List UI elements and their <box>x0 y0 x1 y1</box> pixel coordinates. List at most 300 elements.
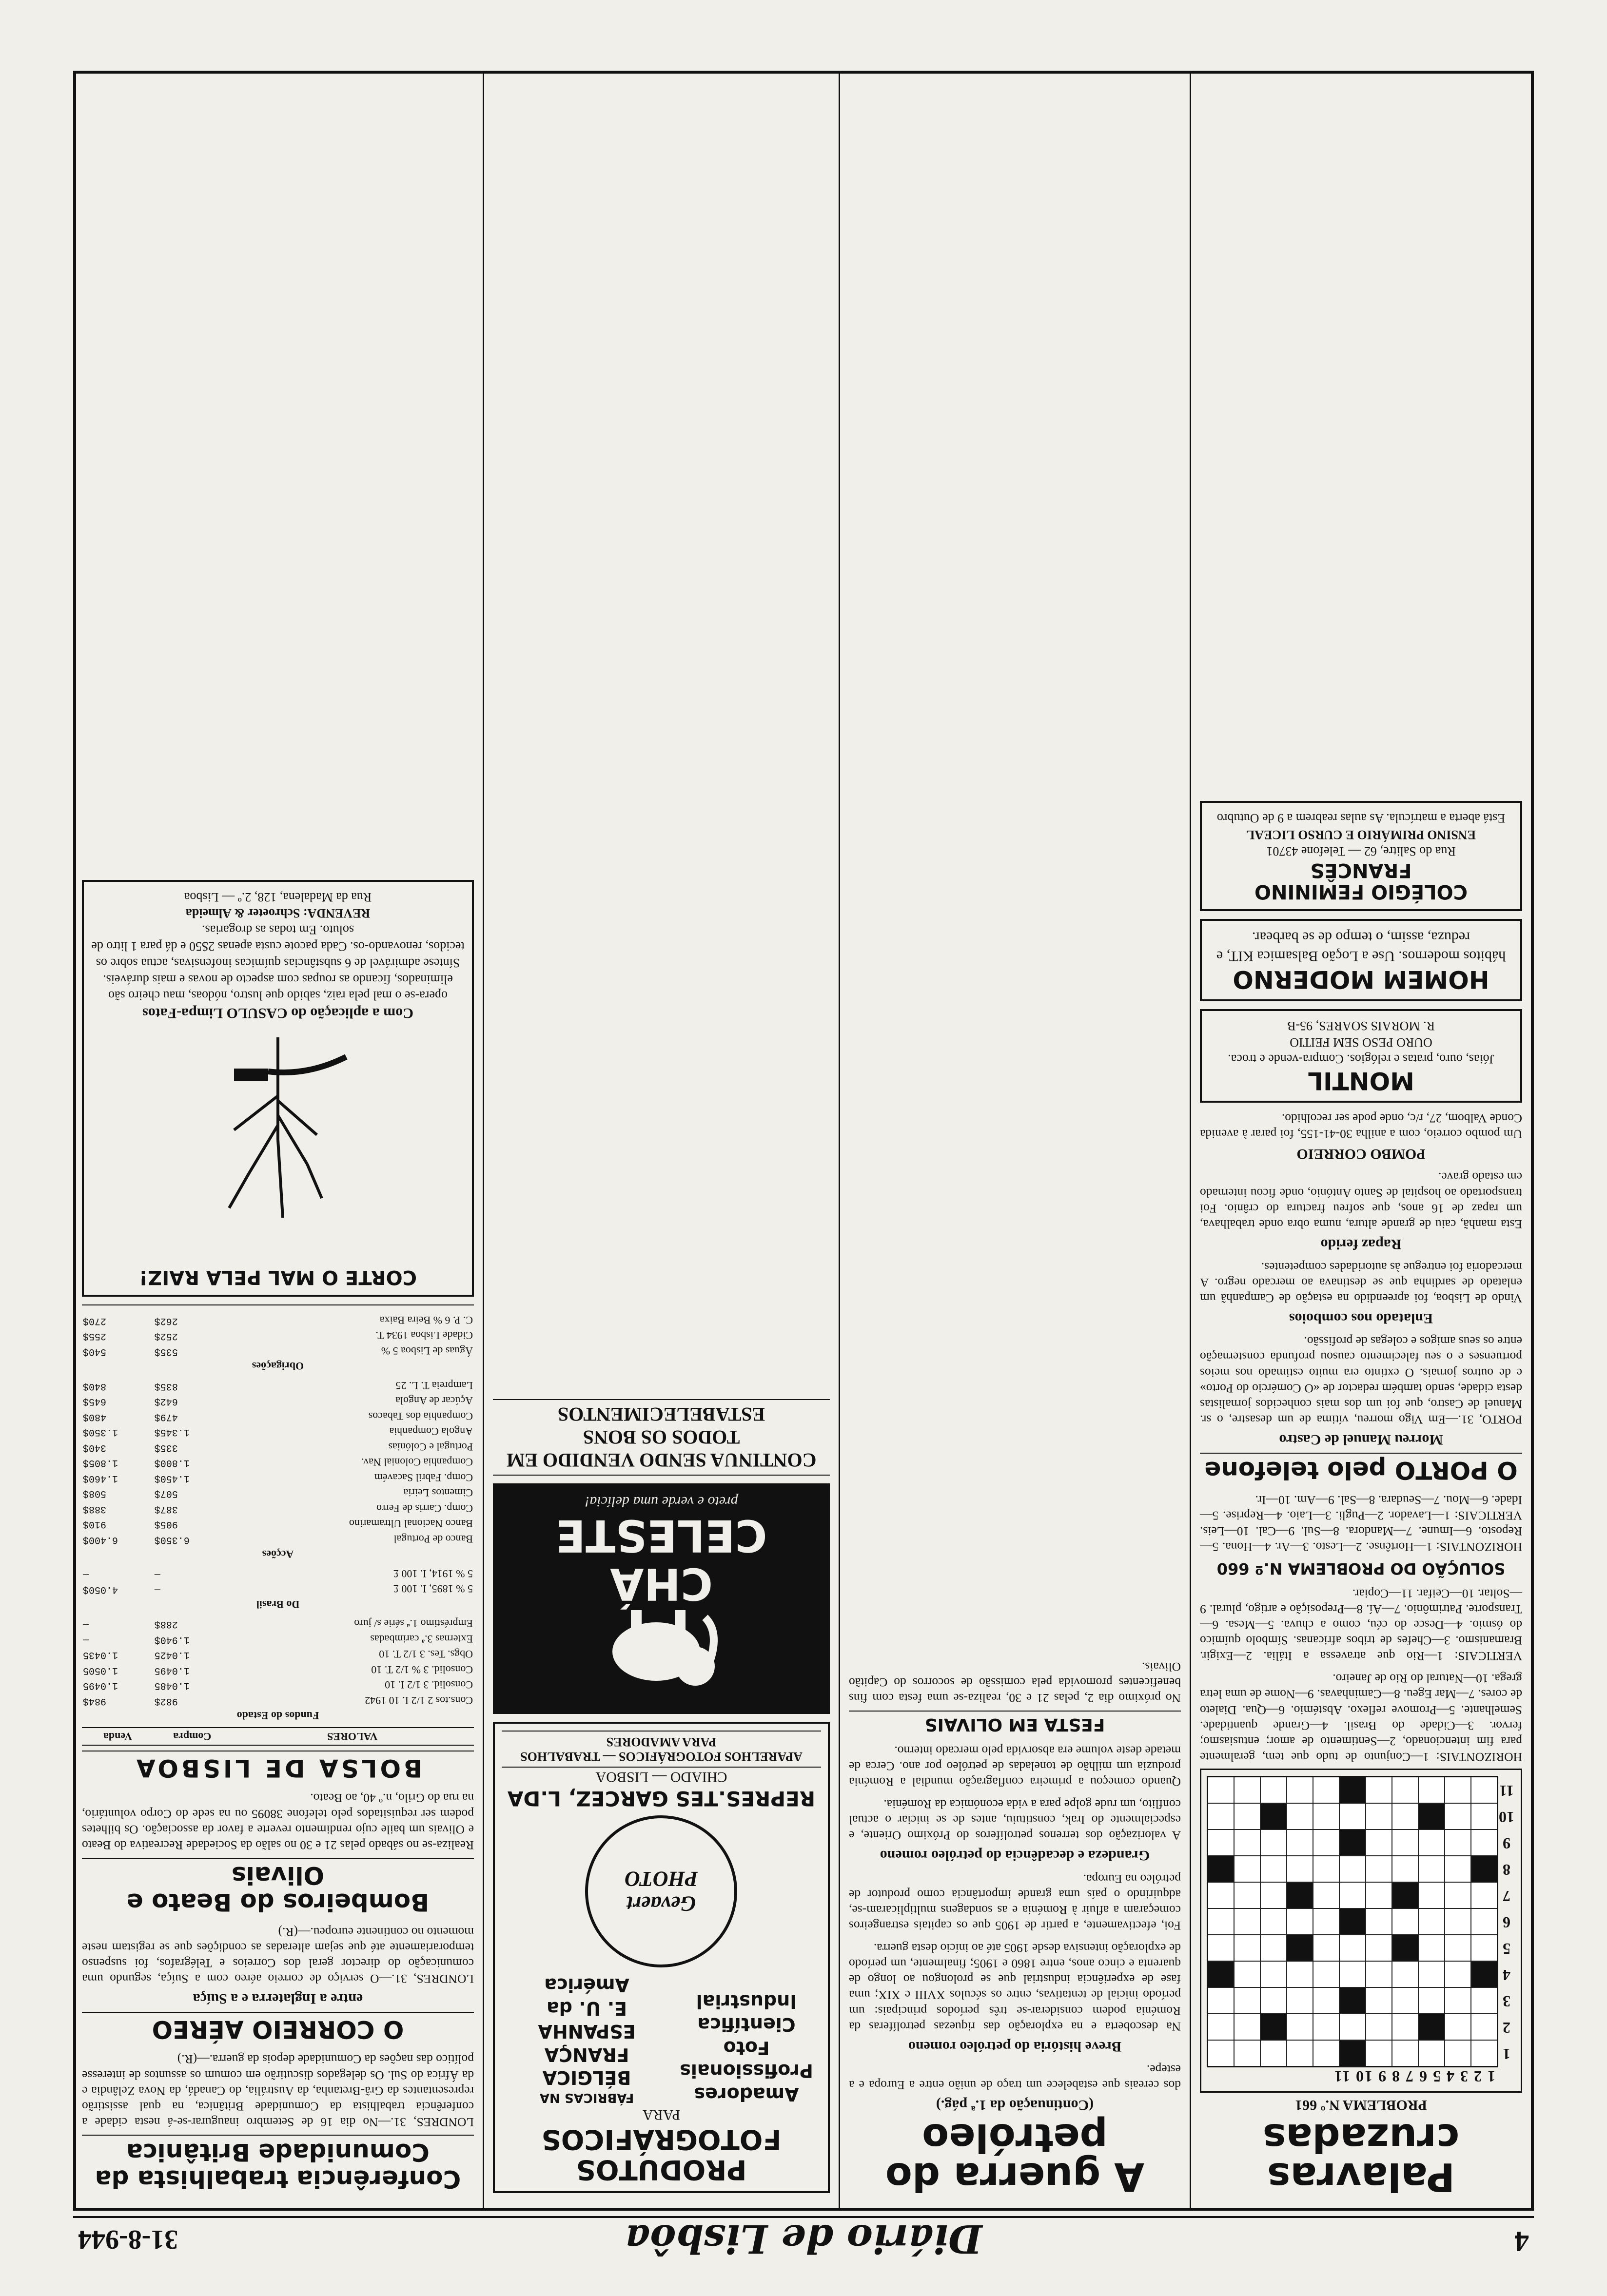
correio-sub: entre a Inglaterra e a Suíça <box>193 1991 363 2007</box>
crossword-cell <box>1339 1987 1366 2014</box>
bolsa-header-row <box>82 1728 474 1745</box>
petroleo-p2: Foi, efectivamente, a partir de 1905 que os capitais estrangeiros começaram a afluir à Roménia e as sondagens multiplicaram-se, adquirindo o país uma grande importância como produtor de petróleo na Europa. <box>849 1871 1181 1933</box>
crossword-clues-horizontal: HORIZONTAIS: 1—Conjunto de tudo que tem, geralmente para fim intencionado, 2—Sentimento de amor; entusiasmo; fervor. 3—Cidade do Brasil. 4—Grande quantidade. Semelhante. 5—Promove reflexo. Abstémio. 6—Qua. Dialeto de cores. 7—Mar Egeu. 8—Caminhavas. 9—Nome de uma letra grega. 10—Natural do Rio de Janeiro. <box>1200 1672 1522 1764</box>
bolsa-row <box>82 1393 474 1409</box>
crossword-column-numbers: 1 2 3 4 5 6 7 8 9 10 11 <box>1333 2068 1495 2085</box>
crossword-cell[interactable] <box>1366 2014 1392 2040</box>
crossword-cell[interactable] <box>1313 2014 1339 2040</box>
crossword-cell[interactable] <box>1445 1856 1471 1882</box>
bolsa-sell: 4.050$ <box>83 1584 118 1596</box>
bolsa-row <box>82 1531 474 1547</box>
fotograficos-uses <box>672 1973 821 2105</box>
bolsa-row <box>82 1470 474 1485</box>
fotograficos-footer: APARELHOS FOTOGRÁFICOS — TRABALHOS PARA AMADORES <box>502 1731 821 1768</box>
bolsa-security: Companhia Colonial Nav. <box>361 1456 473 1469</box>
crossword-cell[interactable] <box>1260 1829 1287 1856</box>
bolsa-security: Empréstimo 1.ª série s/ juro <box>354 1617 473 1630</box>
crossword-cell[interactable] <box>1366 1777 1392 1803</box>
casulo-address: Rua da Madalena, 128, 2.º — Lisboa <box>184 890 372 904</box>
ad-homem-text: hábitos modernos. Use a Loção Balsamica KIT, e reduza, assim, o tempo de se barbear. <box>1216 929 1506 964</box>
crossword-cell <box>1339 1829 1366 1856</box>
crossword-cell[interactable] <box>1392 1908 1418 1935</box>
bolsa-row <box>82 1616 474 1632</box>
crossword-cell[interactable] <box>1471 1829 1497 1856</box>
bolsa-security: Comp. Fabril Sacavém <box>374 1471 473 1484</box>
crossword-cell[interactable] <box>1313 1829 1339 1856</box>
crossword-cell[interactable] <box>1208 1987 1234 2014</box>
bolsa-sell: 645$ <box>83 1396 107 1407</box>
crossword-cell[interactable] <box>1445 1777 1471 1803</box>
bolsa-buy: 1.800$ <box>154 1457 190 1469</box>
crossword-cell[interactable] <box>1208 1803 1234 1829</box>
bolsa-buy: 1.345$ <box>154 1426 190 1438</box>
crossword-cell[interactable] <box>1234 1935 1260 1961</box>
porto-body3: Esta manhã, caiu de grande altura, numa obra onde trabalhava, um rapaz de 16 anos, que sofreu fractura do crânio. Foi transportado ao hospital de Santo António, onde ficou internado em estado grave. <box>1200 1170 1522 1231</box>
elephant-icon <box>598 1608 725 1705</box>
bolsa-section-row <box>82 1708 474 1728</box>
bolsa-sell: 388$ <box>83 1503 107 1515</box>
crossword-cell[interactable] <box>1366 1935 1392 1961</box>
crossword-cell <box>1418 2014 1445 2040</box>
bolsa-sell: 1.0495 <box>83 1680 118 1692</box>
bolsa-row <box>82 1581 474 1597</box>
crossword-cell[interactable] <box>1392 1829 1418 1856</box>
fabricas-label: FÁBRICAS NA <box>539 2090 634 2105</box>
bolsa-security: Portugal e Colónias <box>388 1440 473 1453</box>
crossword-cell[interactable] <box>1313 1961 1339 1987</box>
bolsa-sell: 1.805$ <box>83 1457 118 1469</box>
crossword-cell[interactable] <box>1287 1961 1313 1987</box>
row-number: 2 <box>1503 2019 1510 2037</box>
crossword-cell[interactable] <box>1208 1777 1234 1803</box>
crossword-cell[interactable] <box>1287 1856 1313 1882</box>
bolsa-section-name: Acções <box>262 1548 294 1561</box>
page-frame <box>73 71 1534 2211</box>
crossword-cell[interactable] <box>1418 1829 1445 1856</box>
row-number: 7 <box>1503 1887 1510 1905</box>
bolsa-row <box>82 1677 474 1693</box>
bolsa-security: Açúcar de Angola <box>395 1395 473 1407</box>
petroleo-sub: Breve história do petróleo romeno <box>908 2038 1122 2055</box>
bolsa-buy: 1.0425 <box>154 1649 190 1661</box>
bolsa-sell: 255$ <box>83 1330 107 1342</box>
crossword-solution-text: HORIZONTAIS: 1—Hortênse. 2—Lesto. 3—Ar. 4—Hona. 5—Reposto. 6—Imune. 7—Mandora. 8—Sul. 9—Cal. 10—Leis. VERTICAIS: 1—Lavador. 2—Pugli. 3—Laio. 4—Reprise. 5—Idade. 6—Mou. 7—Seudara. 8—Sal. 9—Am. 10—Ir. <box>1200 1493 1522 1555</box>
crossword-cell[interactable] <box>1208 2040 1234 2066</box>
crossword-cell[interactable] <box>1366 1908 1392 1935</box>
crossword-cell[interactable] <box>1260 1882 1287 1908</box>
row-number: 8 <box>1503 1861 1510 1879</box>
column-ads-centre <box>483 74 839 2208</box>
bolsa-buy: 835$ <box>154 1380 178 1392</box>
bolsa-sell: 270$ <box>83 1315 107 1326</box>
divider <box>82 1304 474 1305</box>
petroleo-p4: Quando começou a primeira conflagração mundial a Roménia produzia um milhão de toneladas de petróleo por ano. Cerca de metade deste volume era absorvida pelo mercado interno. <box>849 1743 1181 1790</box>
bolsa-security: Consolid. 3 % 1/2 T. 10 <box>371 1663 473 1676</box>
bolsa-security: 5 % 1914, I. 100 £ <box>393 1567 473 1580</box>
crossword-cell[interactable] <box>1471 1935 1497 1961</box>
porto-body: PORTO, 31.—Em Vigo morreu, vítima de um desastre, o sr. Manuel de Castro, que foi um dos mais conhecidos jornalistas desta cidade, sendo também redactor de «O Comércio do Porto» e de outros jornais. O extinto era muito estimado nos meios portuenses e o seu falecimento causou profunda consternação entre os seus amigos e colegas de profissão. <box>1200 1334 1522 1427</box>
ad-ourivesaria-text: Jóias, ouro, pratas e relógios. Compra-vende e troca. OURO PESO SEM FEITIO <box>1228 1035 1494 1067</box>
casulo-revenda: REVENDA: Schroeter & Almeida <box>185 906 371 921</box>
bolsa-security: Angola Companhia <box>389 1425 473 1438</box>
crossword-cell[interactable] <box>1260 1987 1287 2014</box>
ad-colegio-address: Rua do Salitre, 62 — Telefone 43701 <box>1266 844 1456 858</box>
crossword-cell[interactable] <box>1234 1961 1260 1987</box>
crossword-cell[interactable] <box>1234 1777 1260 1803</box>
issue-date: 31-8-944 <box>78 2224 178 2255</box>
bolsa-row <box>82 1516 474 1532</box>
bolsa-sell: 1.0505 <box>83 1664 118 1676</box>
crossword-cell[interactable] <box>1445 1829 1471 1856</box>
conferencia-text: LONDRES, 31.—No dia 16 de Setembro inaugurar-se-á nesta cidade a conferência trabalhista da Comunidade Britânica, na qual assistirão representantes da Grã-Bretanha, da Austrália, do Canadá, da Nova Zelândia e da África do Sul. Os delegados discutirão em comum os assuntos de interesse político das nações da Comunidade depois da guerra.—(R.) <box>82 2052 474 2129</box>
bolsa-buy: 335$ <box>154 1441 178 1453</box>
crossword-cell[interactable] <box>1418 1856 1445 1882</box>
bolsa-buy: 535$ <box>154 1345 178 1357</box>
crossword-cell[interactable] <box>1471 1987 1497 2014</box>
ad-colegio-title: COLÉGIO FEMININO FRANCÊS <box>1254 858 1468 903</box>
crossword-cell[interactable] <box>1339 1935 1366 1961</box>
ad-fotograficos <box>493 1722 830 2193</box>
crossword-problem: PROBLEMA N.º 661 <box>1295 2097 1427 2113</box>
bolsa-buy: 905$ <box>154 1518 178 1530</box>
crossword-cell[interactable] <box>1208 2014 1234 2040</box>
crossword-cell[interactable] <box>1471 1803 1497 1829</box>
ad-colegio <box>1200 801 1522 911</box>
crossword-cell[interactable] <box>1208 1882 1234 1908</box>
row-number: 3 <box>1503 1993 1510 2010</box>
crossword-cell[interactable] <box>1471 2014 1497 2040</box>
bolsa-buy: 1.940$ <box>154 1634 190 1645</box>
crossword-cell[interactable] <box>1392 1987 1418 2014</box>
crossword-cell[interactable] <box>1287 1803 1313 1829</box>
bolsa-section-row <box>82 1547 474 1566</box>
crossword-cell[interactable] <box>1208 1829 1234 1856</box>
bolsa-sell: 910$ <box>83 1518 107 1530</box>
crossword-cell[interactable] <box>1445 1803 1471 1829</box>
bolsa-security: C. P. 6 % Beira Baixa <box>379 1314 473 1326</box>
crossword-cell[interactable] <box>1287 1987 1313 2014</box>
bolsa-sell: — <box>83 1634 89 1645</box>
bolsa-table <box>82 1312 474 1746</box>
ad-ourivesaria-address: R. MORAIS SOARES, 95-B <box>1287 1019 1435 1033</box>
pombo-text: Um pombo correio, com a anilha 30-41-155, foi parar à avenida Conde Valbom, 27, r/c, onde pode ser recolhido. <box>1200 1111 1522 1142</box>
crossword-cell[interactable] <box>1234 2040 1260 2066</box>
crossword-cell[interactable] <box>1418 2040 1445 2066</box>
petroleo-p3: A valorização dos terrenos petrolíferos do Próximo Oriente, e especialmente do Irak, constituiu, antes de se iniciar o actual conflito, um rude golpe para a vida económica da Roménia. <box>849 1797 1181 1843</box>
bombeiros-text: Realiza-se no sábado pelas 21 e 30 no salão da Sociedade Recreativa do Beato e Olivais um baile cujo rendimento reverte a favor da associação. Os bilhetes podem ser requisitados pelo telefone 38095 ou na sede do Corpo voluntário, na rua do Grilo, n.º 40, ao Beato. <box>82 1791 474 1852</box>
fotograficos-products <box>502 1973 821 2105</box>
cha-footer: CONTINUA SENDO VENDIDO EM TODOS OS BONS ESTABELECIMENTOS <box>493 1399 830 1476</box>
bolsa-buy: 1.0485 <box>154 1680 190 1692</box>
bolsa-security: Cidade Lisboa 1934 T. <box>375 1329 473 1342</box>
crossword-cell[interactable] <box>1313 1987 1339 2014</box>
crossword-row-numbers <box>1498 1776 1515 2067</box>
bolsa-buy: 262$ <box>154 1315 178 1326</box>
correio-title: O CORREIO AÉREO <box>82 2012 474 2043</box>
use-item: Industrial <box>696 1990 797 2012</box>
crossword-cell[interactable] <box>1260 1856 1287 1882</box>
bolsa-buy: 479$ <box>154 1411 178 1422</box>
bolsa-security: Banco de Portugal <box>393 1533 473 1545</box>
bolsa-row <box>82 1328 474 1343</box>
crossword-cell[interactable] <box>1392 1961 1418 1987</box>
crossword-cell[interactable] <box>1366 1803 1392 1829</box>
crossword-cell[interactable] <box>1339 2014 1366 2040</box>
bolsa-row <box>82 1424 474 1440</box>
bolsa-row <box>82 1500 474 1516</box>
bolsa-sell: 6.400$ <box>83 1534 118 1545</box>
bolsa-row <box>82 1647 474 1662</box>
bolsa-buy: 1.0495 <box>154 1664 190 1676</box>
page-number: 4 <box>1514 2225 1529 2257</box>
column-crossword-porto <box>1190 74 1531 2208</box>
crossword-cell <box>1260 1803 1287 1829</box>
crossword-cell[interactable] <box>1339 1803 1366 1829</box>
crossword-cell[interactable] <box>1260 1908 1287 1935</box>
fotograficos-para: PARA <box>642 2106 681 2123</box>
page-header <box>73 2216 1534 2262</box>
porto-sub2: Enlatado nos comboios <box>1289 1310 1433 1327</box>
bolsa-buy: — <box>154 1568 160 1580</box>
crossword-cell[interactable] <box>1208 1908 1234 1935</box>
bolsa-sell: 480$ <box>83 1411 107 1422</box>
crossword-cell[interactable] <box>1313 1777 1339 1803</box>
crossword-cell[interactable] <box>1445 1987 1471 2014</box>
bolsa-sell: 340$ <box>83 1441 107 1453</box>
crossword-cell[interactable] <box>1313 1935 1339 1961</box>
bolsa-row <box>82 1693 474 1708</box>
fabrica-item: BÉLGICA <box>542 2067 631 2089</box>
crossword-cell[interactable] <box>1445 1961 1471 1987</box>
crossword-cell[interactable] <box>1418 1882 1445 1908</box>
bolsa-row <box>82 1408 474 1424</box>
crossword-cell[interactable] <box>1471 1908 1497 1935</box>
crossword-cell[interactable] <box>1339 1882 1366 1908</box>
crossword-cell[interactable] <box>1260 2040 1287 2066</box>
bolsa-section-row <box>82 1596 474 1616</box>
bolsa-buy: 252$ <box>154 1330 178 1342</box>
crossword-cell[interactable] <box>1366 1882 1392 1908</box>
ad-ourivesaria-brand: MONTIL <box>1308 1067 1414 1095</box>
crossword-cell[interactable] <box>1339 1961 1366 1987</box>
crossword-cell[interactable] <box>1234 1882 1260 1908</box>
crossword-cell[interactable] <box>1313 2040 1339 2066</box>
bolsa-row <box>82 1378 474 1393</box>
pombo-title: POMBO CORREIO <box>1296 1146 1426 1163</box>
crossword-cell <box>1339 1908 1366 1935</box>
casulo-title: CORTE O MAL PELA RAIZ! <box>139 1266 417 1289</box>
crossword-cell[interactable] <box>1392 1856 1418 1882</box>
crossword-cell[interactable] <box>1366 1987 1392 2014</box>
crossword-row-wrap <box>1207 1776 1515 2067</box>
fotograficos-fabricas <box>502 1973 672 2105</box>
bolsa-col-header: Compra <box>154 1728 231 1745</box>
crossword-cell[interactable] <box>1445 1935 1471 1961</box>
crossword-cell <box>1339 2040 1366 2066</box>
crossword-cell[interactable] <box>1471 1882 1497 1908</box>
tree-root-cutting-icon <box>180 1028 375 1262</box>
bolsa-sell: 840$ <box>83 1380 107 1392</box>
crossword-cell[interactable] <box>1313 1908 1339 1935</box>
bolsa-buy: 642$ <box>154 1396 178 1407</box>
bolsa-security: Companhia dos Tabacos <box>368 1410 473 1422</box>
bolsa-row <box>82 1662 474 1677</box>
crossword-cell[interactable] <box>1418 1961 1445 1987</box>
crossword-cell[interactable] <box>1287 1777 1313 1803</box>
petroleo-sub2: Grandeza e decadência do petróleo romeno <box>880 1848 1150 1864</box>
crossword-cell[interactable] <box>1234 1987 1260 2014</box>
bolsa-security: Comp. Carris de Ferro <box>376 1502 473 1515</box>
crossword-cell[interactable] <box>1418 1908 1445 1935</box>
use-item: Foto Científica <box>697 2014 796 2059</box>
bolsa-sell: 1.350$ <box>83 1426 118 1438</box>
bolsa-body <box>82 1312 474 1728</box>
bolsa-buy: 1.450$ <box>154 1472 190 1484</box>
crossword-title: Palavras cruzadas <box>1262 2115 1460 2199</box>
bombeiros-title: Bombeiros do Beato e Olivais <box>82 1858 474 1915</box>
crossword-cell[interactable] <box>1234 1829 1260 1856</box>
porto-sub: Morreu Manuel de Castro <box>1279 1431 1443 1448</box>
fotograficos-address: CHIADO — LISBOA <box>595 1769 727 1786</box>
bolsa-security: Lampreia T. L. 25 <box>395 1379 473 1392</box>
crossword-cell[interactable] <box>1471 2040 1497 2066</box>
crossword-cell[interactable] <box>1339 1856 1366 1882</box>
row-number: 4 <box>1503 1966 1510 1984</box>
crossword-cell[interactable] <box>1418 1935 1445 1961</box>
crossword-cell[interactable] <box>1366 1961 1392 1987</box>
bolsa-row <box>82 1312 474 1328</box>
crossword-cell[interactable] <box>1471 1777 1497 1803</box>
crossword-cell[interactable] <box>1445 2014 1471 2040</box>
use-item: Amadores <box>694 2083 799 2105</box>
fotograficos-repres: REPRES.TES GARCEZ, L.DA <box>507 1786 816 1810</box>
crossword-cell[interactable] <box>1445 2040 1471 2066</box>
porto-sub3: Rapaz ferido <box>1320 1236 1402 1252</box>
crossword-cell[interactable] <box>1287 1908 1313 1935</box>
crossword-cell[interactable] <box>1287 2014 1313 2040</box>
crossword-clues-vertical: VERTICAIS: 1—Rio que atravessa a Itália. 2—Exigir. Bramanismo. 3—Chefes de tribos africanas. Símbolo químico do ósmio. 4—Desce do céu, como a chuva. 5—Mesa. 6—Transporte. Patrimônio. 7—Aí. 8—Preposição e artigo, plural. 9—Soltar. 10—Ceifar. 11—Copiar. <box>1200 1586 1522 1664</box>
bolsa-buy: 982$ <box>154 1695 178 1707</box>
crossword-cell[interactable] <box>1260 1777 1287 1803</box>
bolsa-security: Cons.tos 2 1/2 I. 10 1942 <box>365 1694 473 1707</box>
crossword-cell[interactable] <box>1445 1882 1471 1908</box>
crossword-cell <box>1260 2014 1287 2040</box>
crossword-cell <box>1208 1961 1234 1987</box>
fabrica-item: E. U. da América <box>544 1974 629 2019</box>
crossword-cell[interactable] <box>1392 1777 1418 1803</box>
festa-text: No próximo dia 2, pelas 21 e 30, realiza-se uma festa com fins beneficentes promovida pela comissão de socorros do Capitão Olivais. <box>849 1659 1181 1706</box>
bolsa-security: 5 % 1895, I. 100 £ <box>393 1583 473 1596</box>
petroleo-intro: dos cereais que estabelece um traço de união entre a Europa e a estepe. <box>849 2062 1181 2092</box>
crossword-cell[interactable] <box>1234 1908 1260 1935</box>
bolsa-security: Banco Nacional Ultramarino <box>349 1518 473 1530</box>
crossword-cell <box>1208 1856 1234 1882</box>
bolsa-sell: 508$ <box>83 1488 107 1499</box>
fabrica-item: FRANÇA <box>544 2043 629 2065</box>
crossword-cell[interactable] <box>1287 2040 1313 2066</box>
crossword-cell[interactable] <box>1287 1829 1313 1856</box>
bolsa-security: Consolid. 3 1/2 I. 10 <box>385 1679 473 1692</box>
ad-colegio-text: Está aberta a matrícula. As aulas reabrem a 9 de Outubro <box>1216 811 1506 826</box>
fotograficos-title: PRODUTOS FOTOGRÁFICOS <box>541 2123 782 2185</box>
crossword-grid[interactable] <box>1207 1776 1498 2067</box>
bolsa-section-name: Fundos do Estado <box>236 1710 319 1722</box>
fabrica-item: ESPANHA <box>538 2021 636 2043</box>
crossword-cell <box>1287 1935 1313 1961</box>
crossword-cell[interactable] <box>1366 1829 1392 1856</box>
crossword-cell[interactable] <box>1366 2040 1392 2066</box>
masthead: Diário de Lisbôa <box>625 2216 982 2262</box>
crossword-cell[interactable] <box>1418 1777 1445 1803</box>
column-petroleo <box>839 74 1190 2208</box>
gevaert-logo: Gevaert PHOTO <box>586 1815 738 1967</box>
ad-homem-title: HOMEM MODERNO <box>1233 965 1489 993</box>
bolsa-security: Obgs. Tes. 3 1/2 T. 10 <box>379 1648 473 1661</box>
use-item: Profissionais <box>680 2060 813 2082</box>
bolsa-buy: 387$ <box>154 1503 178 1515</box>
crossword-cell[interactable] <box>1313 1856 1339 1882</box>
bolsa-sell: — <box>83 1618 89 1630</box>
crossword-cell[interactable] <box>1234 2014 1260 2040</box>
crossword-cell[interactable] <box>1260 1961 1287 1987</box>
row-number: 1 <box>1503 2045 1510 2063</box>
crossword-cell[interactable] <box>1418 1987 1445 2014</box>
bolsa-title: BOLSA DE LISBOA <box>82 1751 474 1781</box>
crossword-box <box>1200 1769 1522 2093</box>
festa-title: FESTA EM OLIVAIS <box>849 1711 1181 1734</box>
cha-slogan: preto e verde uma delícia! <box>585 1494 738 1510</box>
crossword-cell[interactable] <box>1234 1803 1260 1829</box>
row-number: 11 <box>1499 1782 1514 1800</box>
crossword-cell <box>1392 1935 1418 1961</box>
bolsa-security: Cimentos Leiria <box>403 1487 473 1499</box>
crossword-cell[interactable] <box>1260 1935 1287 1961</box>
bolsa-row <box>82 1485 474 1501</box>
bolsa-col-header: VALORES <box>231 1728 474 1745</box>
ad-casulo <box>82 880 474 1297</box>
ad-cha-celeste <box>493 1483 830 1714</box>
cha-brand: CHÁ CELESTE <box>555 1510 767 1610</box>
crossword-cell[interactable] <box>1234 1856 1260 1882</box>
bolsa-row <box>82 1631 474 1647</box>
bolsa-section-name: Do Brasil <box>256 1598 300 1611</box>
bolsa-security: Águas de Lisboa 5 % <box>381 1344 473 1357</box>
ad-homem-moderno <box>1200 919 1522 1001</box>
crossword-cell[interactable] <box>1392 2014 1418 2040</box>
bolsa-col-header: Venda <box>82 1728 154 1745</box>
bolsa-buy: — <box>154 1584 160 1596</box>
crossword-cell[interactable] <box>1445 1908 1471 1935</box>
column-news-bolsa <box>73 74 483 2208</box>
crossword-cell[interactable] <box>1392 2040 1418 2066</box>
crossword-cell[interactable] <box>1313 1882 1339 1908</box>
bolsa-sell: — <box>83 1568 89 1580</box>
casulo-sub: Com a aplicação do CASULO Limpa-Fatos <box>142 1005 413 1022</box>
crossword-cell[interactable] <box>1208 1935 1234 1961</box>
bolsa-sell: 1.0435 <box>83 1649 118 1661</box>
crossword-cell[interactable] <box>1313 1803 1339 1829</box>
petroleo-p1: Na descoberta e na exploração das riquezas petrolíferas da Roménia podem considerar-se três períodos principais: um período inicial de tentativas, entre os séculos XVIII e XIX; uma fase de experiência industrial que se prolongou ao longo de quarenta e cinco anos, entre 1860 e 1905; finalmente, um período de exploração intensiva desde 1905 até ao início desta guerra. <box>849 1941 1181 2034</box>
bolsa-row <box>82 1566 474 1581</box>
crossword-cell[interactable] <box>1392 1803 1418 1829</box>
bolsa-row <box>82 1439 474 1455</box>
bolsa-section-name: Obrigações <box>252 1360 304 1373</box>
row-number: 10 <box>1499 1809 1514 1826</box>
crossword-cell[interactable] <box>1366 1856 1392 1882</box>
crossword-cell <box>1392 1882 1418 1908</box>
petroleo-continued: (Continuação da 1.ª pág.) <box>936 2097 1094 2113</box>
crossword-cell <box>1471 1961 1497 1987</box>
